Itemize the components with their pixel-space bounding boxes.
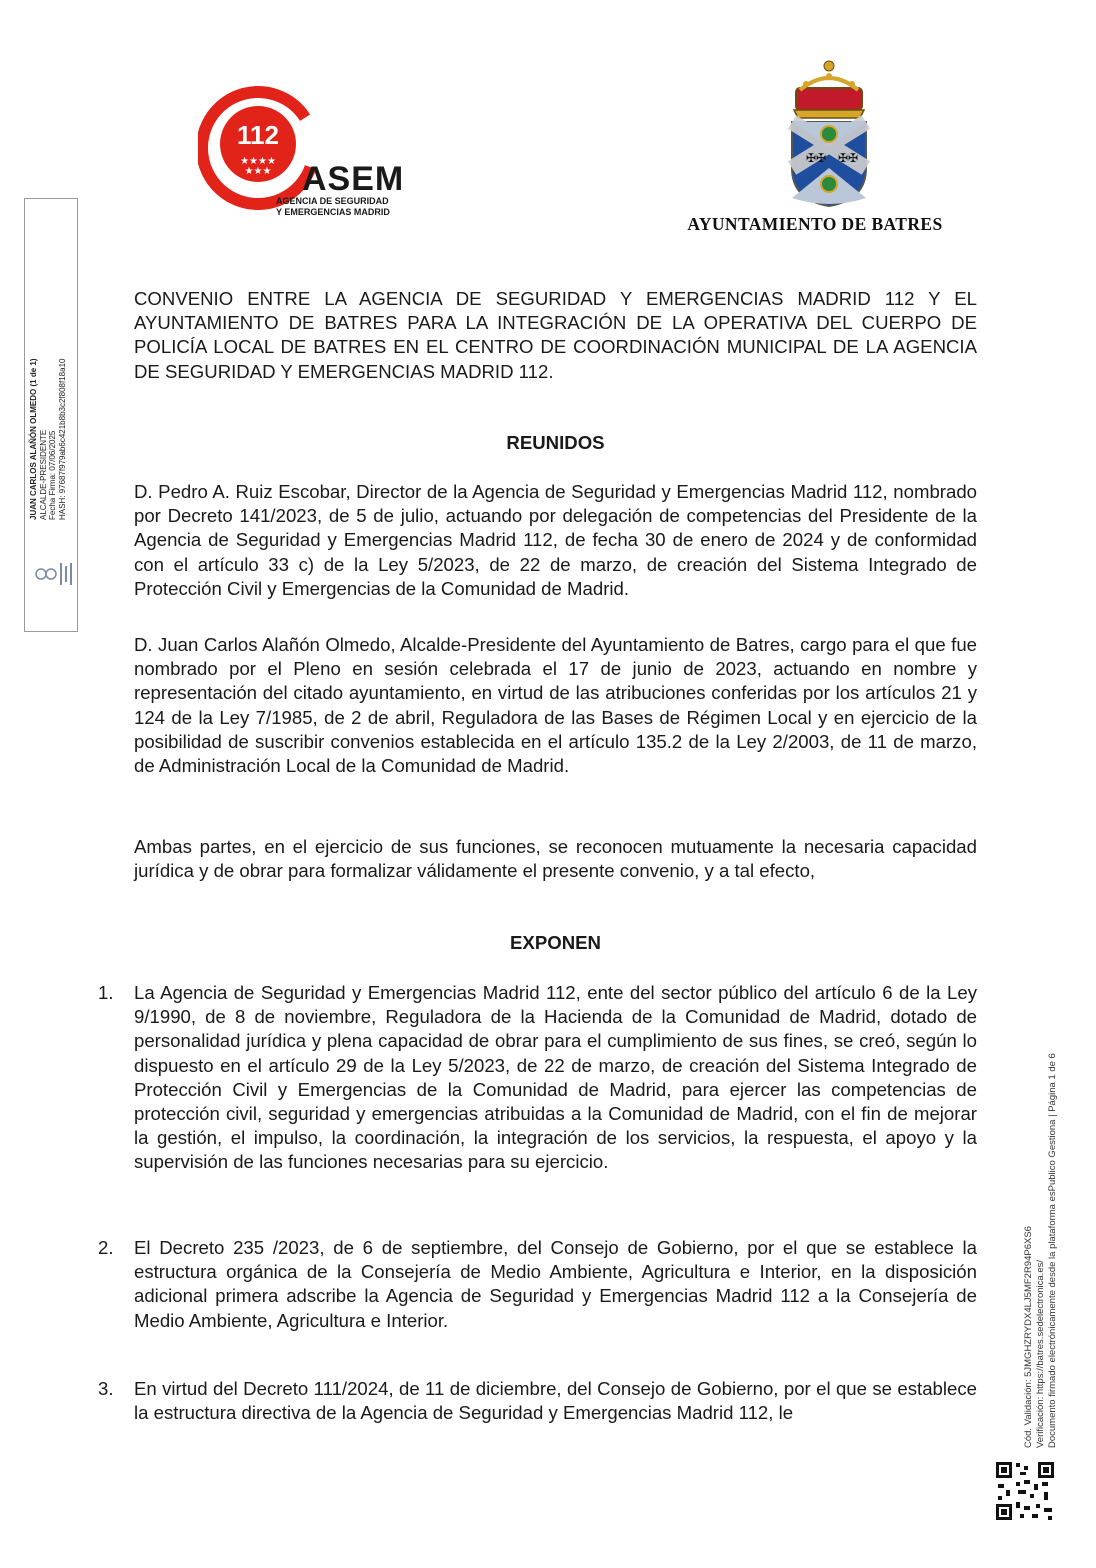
asem-stars-icon: ★★★★ xyxy=(240,156,276,167)
reunidos-paragraph-1: D. Pedro A. Ruiz Escobar, Director de la Agencia de Seguridad y Emergencias Madrid 112, nombrado por Decreto 141/2023, de 5 de julio, actuando por delegación de competencias del Presidente de la Agencia de Seguridad y Emergencias Madrid 112, de fecha 30 de enero de 2024 y de conformidad con el artículo 33 c) de la Ley 5/2023, de 22 de marzo, de creación del Sistema Integrado de Protección Civil y Emergencias de la Comunidad de Madrid. xyxy=(134,481,977,599)
list-number: 3. xyxy=(98,1378,114,1399)
asem-line1: AGENCIA DE SEGURIDAD xyxy=(276,196,389,206)
validation-text xyxy=(1023,1053,1059,1448)
reunidos-paragraph-3: Ambas partes, en el ejercicio de sus funciones, se reconocen mutuamente la necesaria capacidad jurídica y de obrar para formalizar válidamente el presente convenio, y a tal efecto, xyxy=(134,836,977,882)
heading-exponen: EXPONEN xyxy=(510,932,601,953)
svg-text:✠✠: ✠✠ xyxy=(806,151,827,165)
signer-name: JUAN CARLOS ALAÑÓN OLMEDO (1 de 1) xyxy=(29,358,38,520)
validation-code: Cód. Validación: 5JMGHZRYDX4LJ5MF2R94P6XS6 xyxy=(1023,1226,1034,1448)
asem-112-logo xyxy=(198,78,428,218)
asem-line2: Y EMERGENCIAS MADRID xyxy=(276,207,390,217)
exponen-item-3: En virtud del Decreto 111/2024, de 11 de diciembre, del Consejo de Gobierno, por el que se establece la estructura directiva de la Agencia de Seguridad y Emergencias Madrid 112, le xyxy=(134,1378,977,1424)
signature-date: Fecha Firma: 07/06/2025 xyxy=(48,430,57,520)
heading-reunidos: REUNIDOS xyxy=(506,432,605,453)
signature-seal-icon xyxy=(33,560,75,588)
reunidos-paragraph-2: D. Juan Carlos Alañón Olmedo, Alcalde-Presidente del Ayuntamiento de Batres, cargo para el que fue nombrado por el Pleno en sesión celebrada el 17 de junio de 2023, actuando en nombre y representación del citado ayuntamiento, en virtud de las atribuciones conferidas por los artículos 21 y 124 de la Ley 7/1985, de 2 de abril, Reguladora de las Bases de Régimen Local y en ejercicio de la posibilidad de suscribir convenios establecida en el artículo 135.2 de la Ley 2/2003, de 11 de marzo, de Administración Local de la Comunidad de Madrid. xyxy=(134,634,977,777)
svg-text:✠✠: ✠✠ xyxy=(838,151,859,165)
signer-role: ALCALDE-PRESIDENTE xyxy=(38,429,48,520)
exponen-item-1: La Agencia de Seguridad y Emergencias Madrid 112, ente del sector público del artículo 6 de la Ley 9/1990, de 8 de noviembre, Reguladora de la Hacienda de la Comunidad de Madrid, dotado de personalidad jurídica y plena capacidad de obrar para el cumplimiento de sus fines, se creó, según lo dispuesto en el artículo 29 de la Ley 5/2023, de 22 de marzo, de creación del Sistema Integrado de Protección Civil y Emergencias de la Comunidad de Madrid, para ejercer las competencias de protección civil, seguridad y emergencias atribuidas a la Comunidad de Madrid, con el fin de mejorar la gestión, el impulso, la coordinación, la integración de los servicios, la respuesta, el apoyo y la supervisión de las funciones necesarias para su ejercicio. xyxy=(134,982,977,1173)
ayuntamiento-label: AYUNTAMIENTO DE BATRES xyxy=(687,214,943,234)
list-number: 2. xyxy=(98,1237,114,1258)
asem-number: 112 xyxy=(237,120,279,150)
list-number: 1. xyxy=(98,982,114,1003)
document-title: CONVENIO ENTRE LA AGENCIA DE SEGURIDAD Y EMERGENCIAS MADRID 112 Y EL AYUNTAMIENTO DE BATRES PARA LA INTEGRACIÓN DE LA OPERATIVA DEL CUERPO DE POLICÍA LOCAL DE BATRES EN EL CENTRO DE COORDINACIÓN MUNICIPAL DE LA AGENCIA DE SEGURIDAD Y EMERGENCIAS MADRID 112. xyxy=(134,288,977,382)
exponen-item-2: El Decreto 235 /2023, de 6 de septiembre, del Consejo de Gobierno, por el que se establece la estructura orgánica de la Consejería de Medio Ambiente, Agricultura e Interior, en la disposición adicional primera adscribe la Agencia de Seguridad y Emergencias Madrid 112 a la Consejería de Medio Ambiente, Agricultura e Interior. xyxy=(134,1237,977,1331)
validation-note: Documento firmado electrónicamente desde la plataforma esPublico Gestiona | Página 1 de 6 xyxy=(1047,1053,1058,1448)
batres-coat-of-arms-icon xyxy=(786,58,872,208)
asem-acronym: ASEM xyxy=(302,160,405,198)
qr-code-icon[interactable] xyxy=(994,1460,1056,1522)
svg-text:★★★: ★★★ xyxy=(244,166,272,177)
signature-hash: HASH: 97687f979ab6c421b8b3c2f808f18a10 xyxy=(57,358,67,520)
validation-url: Verificación: https://batres.sedelectronica.es/ xyxy=(1035,1260,1046,1448)
signature-text xyxy=(29,359,67,521)
